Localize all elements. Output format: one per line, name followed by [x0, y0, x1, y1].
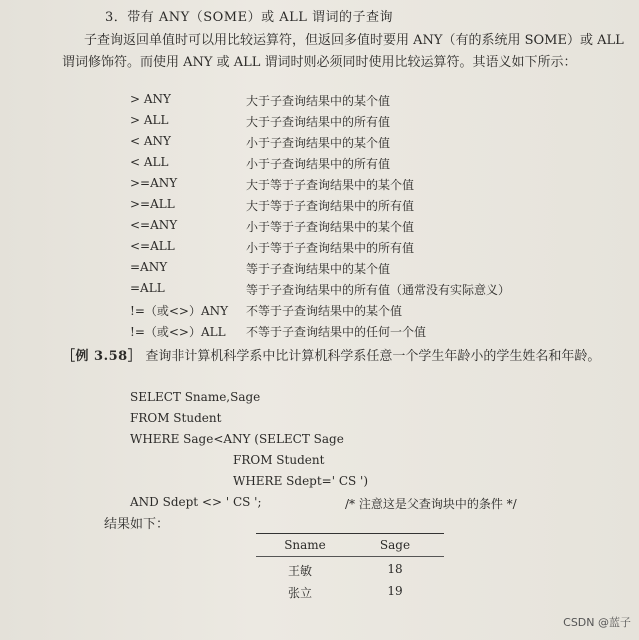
operator-item: =ALL: [130, 281, 165, 295]
operator-description: 大于等于子查询结果中的所有值: [246, 199, 415, 213]
watermark-label: CSDN @蓝子: [563, 616, 631, 629]
operator-item: < ALL: [130, 155, 169, 169]
operator-description: 小于等于子查询结果中的某个值: [246, 220, 415, 234]
operator-item: >=ALL: [130, 197, 175, 211]
sql-line: WHERE Sdept=' CS '): [233, 474, 369, 488]
sql-line: WHERE Sage<ANY (SELECT Sage: [130, 432, 344, 446]
operator-description: 大于等于子查询结果中的某个值: [246, 178, 415, 192]
operator-description: 大于子查询结果中的某个值: [246, 94, 391, 108]
column-header: Sage: [379, 538, 411, 552]
sql-comment: /* 注意这是父查询块中的条件 */: [345, 497, 517, 511]
sql-line: AND Sdept <> ' CS ';: [130, 495, 262, 509]
operator-item: =ANY: [130, 260, 168, 274]
operator-item: >=ANY: [130, 176, 178, 190]
example-text: 查询非计算机科学系中比计算机科学系任意一个学生年龄小的学生姓名和年龄。: [145, 349, 601, 364]
operator-item: < ANY: [130, 134, 171, 148]
table-cell: 18: [387, 562, 403, 576]
operator-description: 等于子查询结果中的某个值: [246, 262, 391, 276]
operator-item: <=ANY: [130, 218, 178, 232]
table-header-rule: [256, 556, 444, 557]
operator-item: !=（或<>）ALL: [130, 325, 226, 339]
table-top-rule: [256, 533, 444, 534]
example-paragraph: [62, 345, 632, 369]
operator-description: 小于子查询结果中的某个值: [246, 136, 391, 150]
operator-item: > ALL: [130, 113, 169, 127]
operator-description: 不等于子查询结果中的某个值: [246, 304, 403, 318]
operator-description: 等于子查询结果中的所有值（通常没有实际意义）: [246, 283, 511, 297]
sql-line: SELECT Sname,Sage: [130, 390, 261, 404]
sql-line: FROM Student: [130, 411, 222, 425]
operator-item: > ANY: [130, 92, 171, 106]
section-heading: 3．带有 ANY（SOME）或 ALL 谓词的子查询: [105, 10, 394, 25]
operator-item: !=（或<>）ANY: [130, 304, 229, 318]
example-tag: ［例 3.58］: [62, 349, 142, 364]
result-label: 结果如下：: [104, 517, 170, 532]
column-header: Sname: [284, 538, 326, 552]
intro-paragraph: 子查询返回单值时可以用比较运算符，但返回多值时要用 ANY（有的系统用 SOME）或 ALL 谓词修饰符。而使用 ANY 或 ALL 谓词时则必须同时使用比较运算符。其语义如下所示：: [62, 33, 624, 70]
operator-description: 不等于子查询结果中的任何一个值: [246, 325, 427, 339]
table-cell: 王敏: [287, 564, 312, 578]
operator-description: 大于子查询结果中的所有值: [246, 115, 391, 129]
sql-line: FROM Student: [233, 453, 325, 467]
operator-item: <=ALL: [130, 239, 175, 253]
operator-description: 小于子查询结果中的所有值: [246, 157, 391, 171]
table-cell: 19: [387, 584, 403, 598]
table-cell: 张立: [287, 586, 312, 600]
operator-description: 小于等于子查询结果中的所有值: [246, 241, 415, 255]
